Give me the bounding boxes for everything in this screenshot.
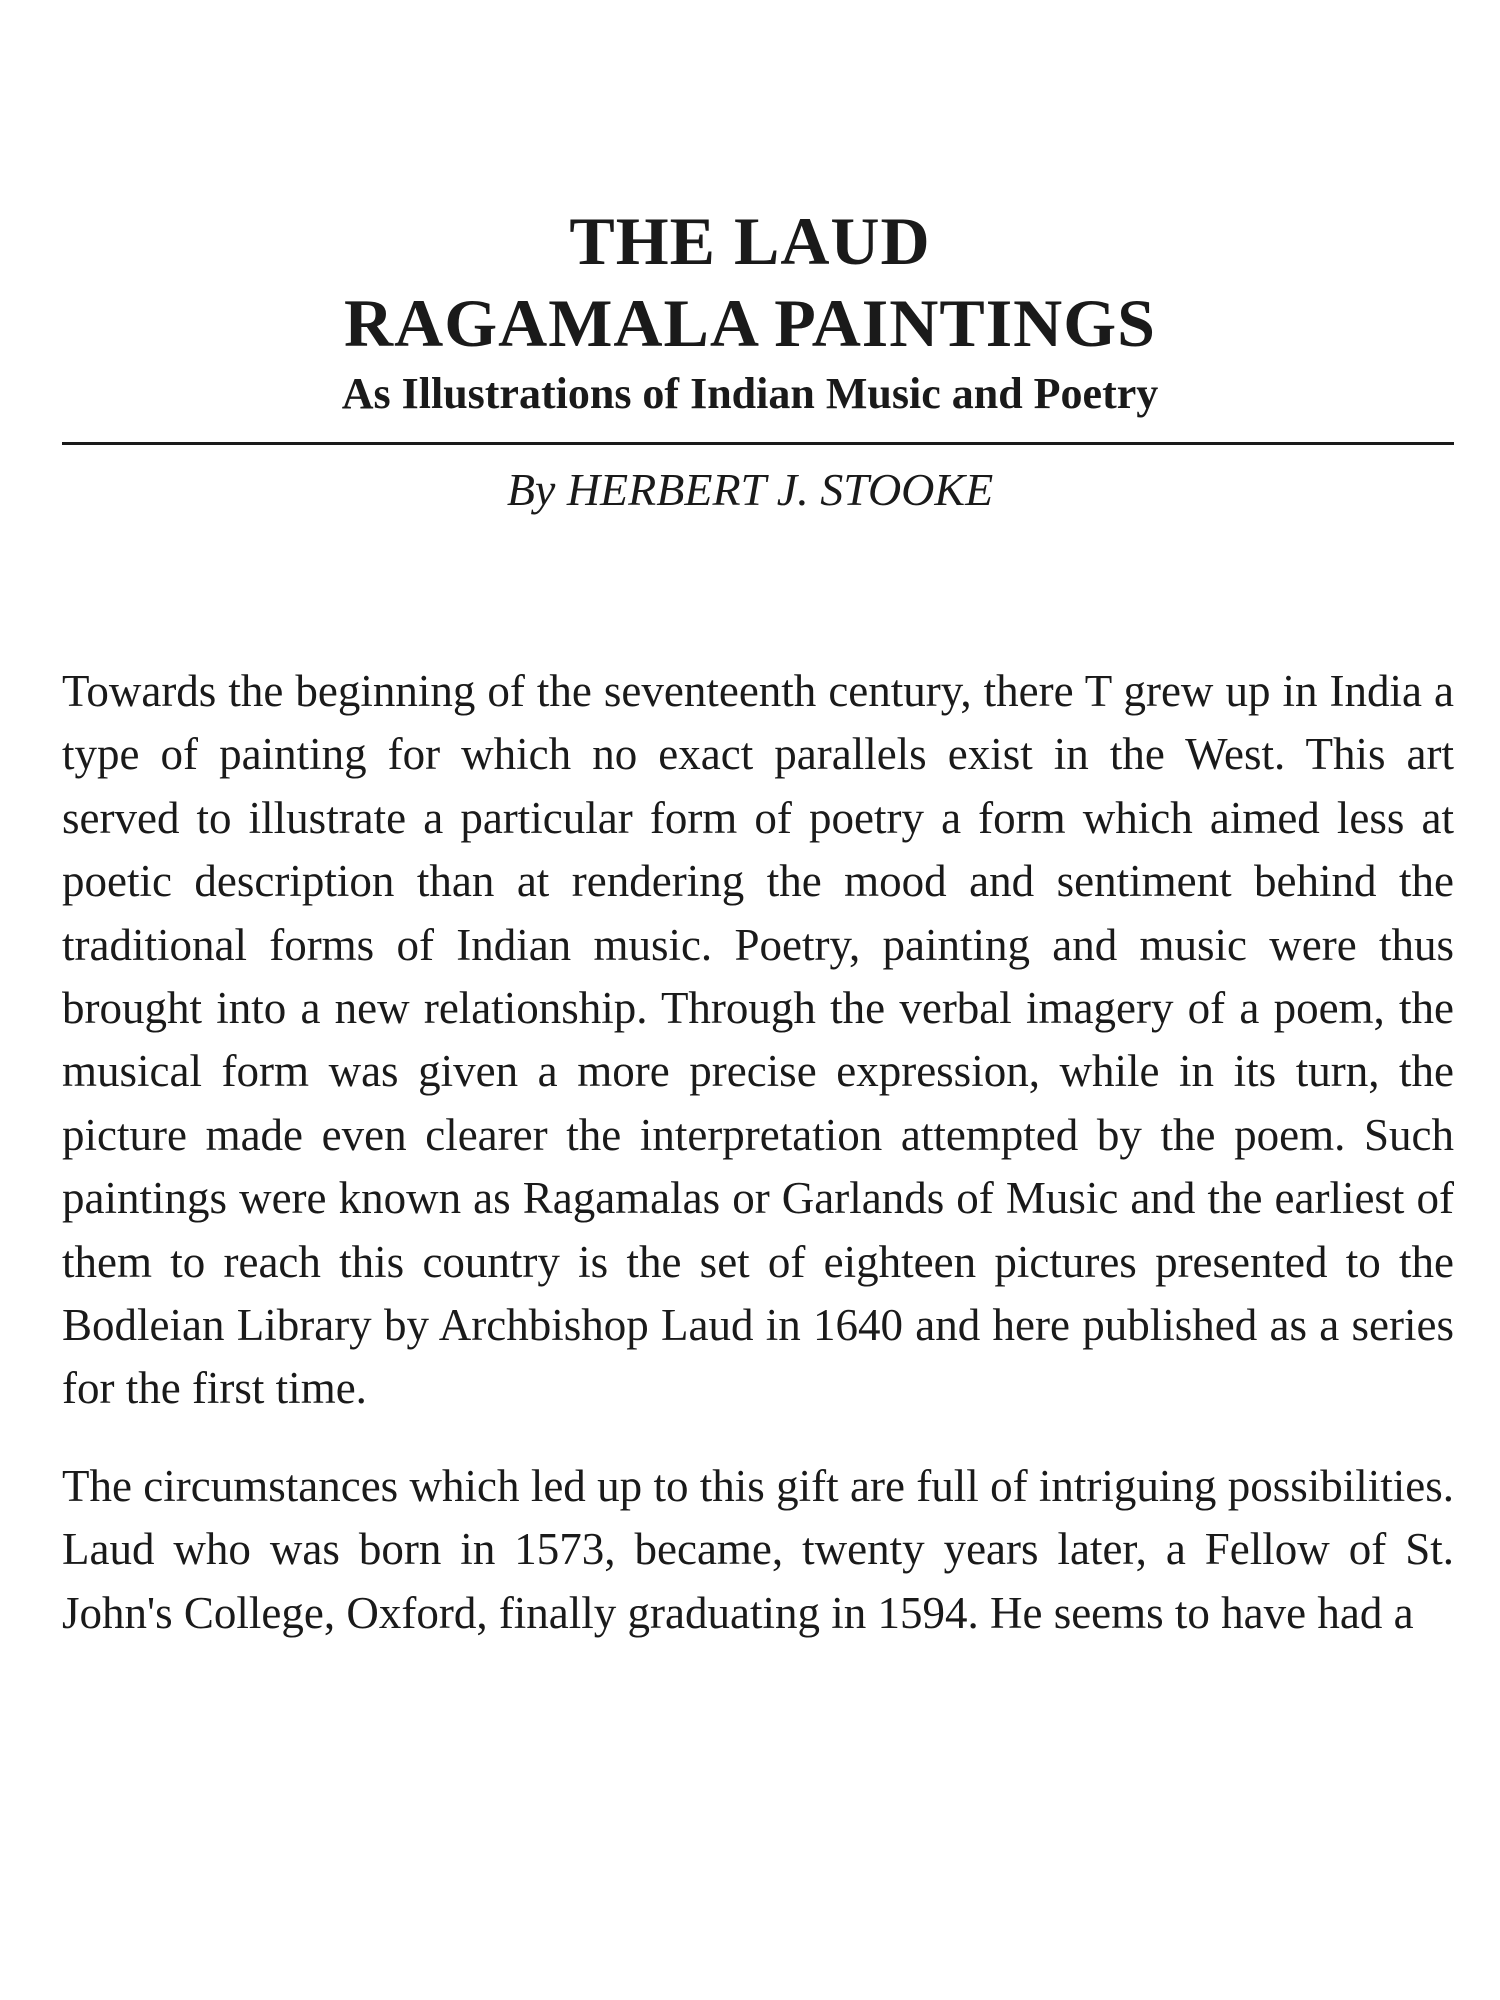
page-title-line-1: THE LAUD xyxy=(569,203,931,279)
title-block xyxy=(0,200,1500,422)
page-subtitle: As Illustrations of Indian Music and Poetry xyxy=(341,369,1159,418)
body-text xyxy=(62,660,1454,1679)
author-byline: By HERBERT J. STOOKE xyxy=(506,464,994,515)
page-title-line-2: RAGAMALA PAINTINGS xyxy=(343,285,1157,361)
paragraph-2: The circumstances which led up to this gift are full of intriguing possibilities. Laud who was born in 1573, became, twenty years later, a Fellow of St. John's College, Oxford, finally graduating in 1594. He seems to have had a xyxy=(62,1460,1454,1638)
paragraph-1: Towards the beginning of the seventeenth century, there T grew up in India a type of painting for which no exact parallels exist in the West. This art served to illustrate a particular form of poetry a form which aimed less at poetic description than at rendering the mood and sentiment behind the traditional forms of Indian music. Poetry, painting and music were thus brought into a new relationship. Through the verbal imagery of a poem, the musical form was given a more precise expression, while in its turn, the picture made even clearer the interpretation attempted by the poem. Such paintings were known as Ragamalas or Garlands of Music and the earliest of them to reach this country is the set of eighteen pictures presented to the Bodleian Library by Archbishop Laud in 1640 and here published as a series for the first time. xyxy=(62,666,1454,1414)
title-divider xyxy=(62,442,1454,445)
